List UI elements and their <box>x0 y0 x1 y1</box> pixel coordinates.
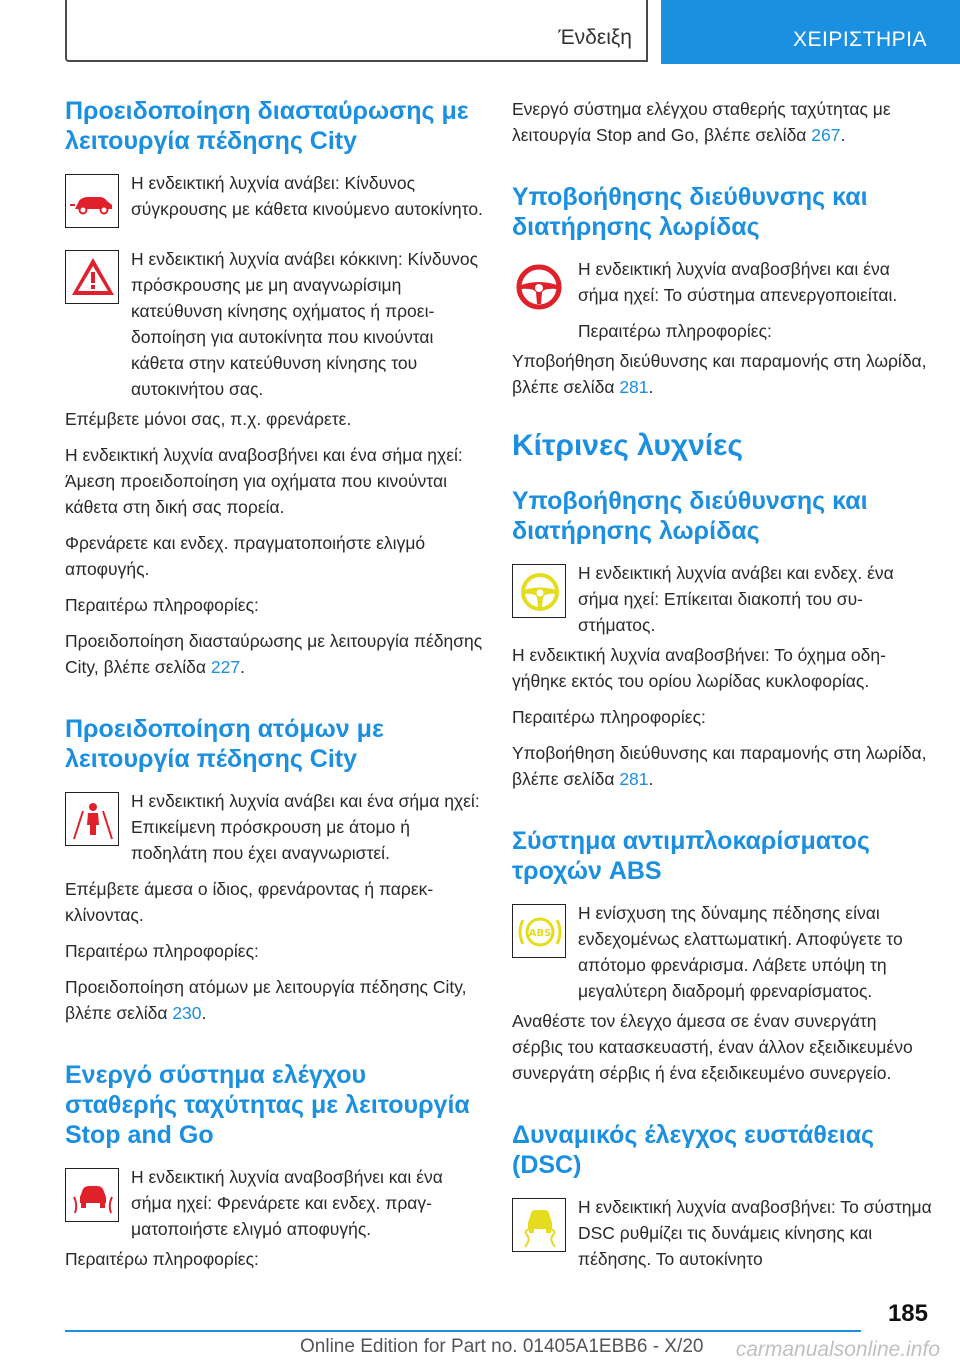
paragraph-with-ref: Ενεργό σύστημα ελέγχου σταθερής ταχύτητας με λειτουργία Stop and Go, βλέπε σελίδα 267. <box>512 99 891 145</box>
page-link-281[interactable]: 281 <box>619 377 649 397</box>
steering-wheel-red-icon <box>512 260 566 314</box>
chapter-label: ΧΕΙΡΙΣΤΗΡΙΑ <box>792 28 927 51</box>
indicator-text: Η ενδεικτική λυχνία αναβοσβήνει: Το σύστημα DSC ρυθμίζει τις δυνάμεις κίνησης και πέδησης. Το αυτοκίνητο <box>578 1197 932 1269</box>
paragraph: Η ενδεικτική λυχνία αναβοσβήνει: Το όχημα οδηγήθηκε εκτός του ορίου λωρίδας κυκλοφορίας. <box>512 645 886 691</box>
steering-wheel-yellow-icon <box>512 564 566 618</box>
paragraph: Φρενάρετε και ενδεχ. πραγματοποιήστε ελιγμό αποφυγής. <box>65 533 426 579</box>
section-title-pedestrian: Προειδοποίηση ατόμων με λειτουργία πέδησης City <box>65 715 384 773</box>
indicator-text-2: Περαιτέρω πληροφορίες: <box>578 321 772 341</box>
dsc-skid-icon <box>512 1198 566 1252</box>
indicator-text: Η ενδεικτική λυχνία αναβοσβήνει και ένα σήμα ηχεί: Το σύστημα απενεργοποιείται. <box>578 259 898 305</box>
ref-text: Προειδοποίηση διασταύρωσης με λειτουργία πέδησης City, βλέπε σελίδα <box>65 631 483 677</box>
car-crossing-warning-icon <box>65 174 119 228</box>
indicator-steering-yellow <box>512 560 932 638</box>
right-column <box>512 96 932 1282</box>
page-link-227[interactable]: 227 <box>210 657 241 677</box>
paragraph: Περαιτέρω πληροφορίες: <box>512 707 706 727</box>
ref-text: Ενεργό σύστημα ελέγχου σταθερής ταχύτητας με λειτουργία Stop and Go, βλέπε σελίδα <box>512 99 891 145</box>
page-link-230[interactable]: 230 <box>172 1003 202 1023</box>
paragraph: Περαιτέρω πληροφορίες: <box>65 941 259 961</box>
page-header <box>65 0 960 64</box>
section-title-dsc: Δυναμικός έλεγχος ευστάθειας (DSC) <box>512 1121 875 1179</box>
abs-icon <box>512 904 566 958</box>
indicator-text: Η ενδεικτική λυχνία ανάβει και ενδεχ. ένα σήμα ηχεί: Επίκειται διακοπή του συστήματος. <box>578 563 894 635</box>
ref-text: Υποβοήθηση διεύθυνσης και παραμονής στη λωρίδα, βλέπε σελίδα <box>512 743 927 789</box>
paragraph-with-ref: Προειδοποίηση διασταύρωσης με λειτουργία πέδησης City, βλέπε σελίδα 227. <box>65 631 483 677</box>
indicator-text: Η ενδεικτική λυχνία ανάβει κόκκινη: Κίνδυνος πρόσκρουσης με μη αναγνωρίσιμη κατεύθυνση κίνησης οχήματος ή προειδοποίηση για αυτοκίνητα που κινούνται κάθετα στην κατεύθυνση κίνησης του αυτοκινήτου σας. <box>131 249 479 399</box>
chapter-tab <box>661 0 960 64</box>
paragraph-with-ref: Υποβοήθηση διεύθυνσης και παραμονής στη λωρίδα, βλέπε σελίδα 281. <box>512 743 927 789</box>
edition-text: Online Edition for Part no. 01405A1EBB6 - X/20 <box>300 1336 704 1357</box>
paragraph-with-ref: Υποβοήθηση διεύθυνσης και παραμονής στη λωρίδα, βλέπε σελίδα 281. <box>512 351 927 397</box>
section-title-lane-yellow: Υποβοήθησης διεύθυνσης και διατήρησης λωρίδας <box>512 487 868 545</box>
section-title-abs: Σύστημα αντιμπλοκαρίσματος τροχών ABS <box>512 827 870 885</box>
paragraph: Επέμβετε μόνοι σας, π.χ. φρενάρετε. <box>65 409 352 429</box>
paragraph: Αναθέστε τον έλεγχο άμεσα σε έναν συνεργάτη σέρβις του κατασκευαστή, έναν άλλον εξειδικευμένο συνεργάτη σέρβις ή ένα εξειδικευμένο συνεργείο. <box>512 1011 913 1083</box>
section-title-lane-red: Υποβοήθησης διεύθυνσης και διατήρησης λωρίδας <box>512 183 868 241</box>
section-title-cross-traffic: Προειδοποίηση διασταύρωσης με λειτουργία πέδησης City <box>65 97 469 155</box>
indicator-text: Η ενδεικτική λυχνία ανάβει: Κίνδυνος σύγκρουσης με κάθετα κινούμενο αυτοκίνητο. <box>131 173 483 219</box>
indicator-text: Η ενδεικτική λυχνία αναβοσβήνει και ένα σήμα ηχεί: Φρενάρετε και ενδεχ. πραγματοποιήστε ελιγμό αποφυγής. <box>131 1167 443 1239</box>
paragraph: Περαιτέρω πληροφορίες: <box>65 1249 259 1269</box>
left-column <box>65 96 483 1282</box>
indicator-steering-red <box>512 256 932 344</box>
paragraph: Επέμβετε άμεσα ο ίδιος, φρενάροντας ή παρεκκλίνοντας. <box>65 879 434 925</box>
page-number: 185 <box>887 1300 928 1327</box>
indicator-cross-traffic <box>65 170 483 236</box>
section-tab <box>65 0 648 62</box>
indicator-dsc <box>512 1194 932 1272</box>
page-link-281[interactable]: 281 <box>619 769 649 789</box>
section-title-acc: Ενεργό σύστημα ελέγχου σταθερής ταχύτητας με λειτουργία Stop and Go <box>65 1061 470 1149</box>
paragraph-with-ref: Προειδοποίηση ατόμων με λειτουργία πέδησης City, βλέπε σελίδα 230. <box>65 977 467 1023</box>
warning-triangle-icon <box>65 250 119 304</box>
page-link-267[interactable]: 267 <box>811 125 841 145</box>
indicator-pedestrian <box>65 788 483 866</box>
pedestrian-warning-icon <box>65 792 119 846</box>
indicator-red-triangle <box>65 246 483 402</box>
collision-warning-icon <box>65 1168 119 1222</box>
indicator-text: Η ενίσχυση της δύναμης πέδησης είναι ενδεχομένως ελαττωματική. Αποφύγετε το απότομο φρενάρισμα. Λάβετε υπόψη τη μεγαλύτερη διαδρομή φρεναρίσματος. <box>578 903 903 1001</box>
paragraph: Περαιτέρω πληροφορίες: <box>65 595 259 615</box>
ref-text: Προειδοποίηση ατόμων με λειτουργία πέδησης City, βλέπε σελίδα <box>65 977 467 1023</box>
ref-text: Υποβοήθηση διεύθυνσης και παραμονής στη λωρίδα, βλέπε σελίδα <box>512 351 927 397</box>
svg-text:ABS: ABS <box>528 928 552 939</box>
section-label: Ένδειξη <box>558 26 632 49</box>
watermark: carmanualsonline.info <box>735 1338 940 1361</box>
paragraph: Η ενδεικτική λυχνία αναβοσβήνει και ένα σήμα ηχεί: Άμεση προειδοποίηση για οχήματα που κινούνται κάθετα στη δική σας πορεία. <box>65 445 463 517</box>
indicator-acc <box>65 1164 483 1242</box>
footer-divider <box>65 1330 861 1332</box>
indicator-text: Η ενδεικτική λυχνία ανάβει και ένα σήμα ηχεί: Επικείμενη πρόσκρουση με άτομο ή ποδηλάτη που έχει αναγνωριστεί. <box>131 791 480 863</box>
indicator-abs <box>512 900 932 1004</box>
yellow-lights-heading: Κίτρινες λυχνίες <box>512 429 743 462</box>
